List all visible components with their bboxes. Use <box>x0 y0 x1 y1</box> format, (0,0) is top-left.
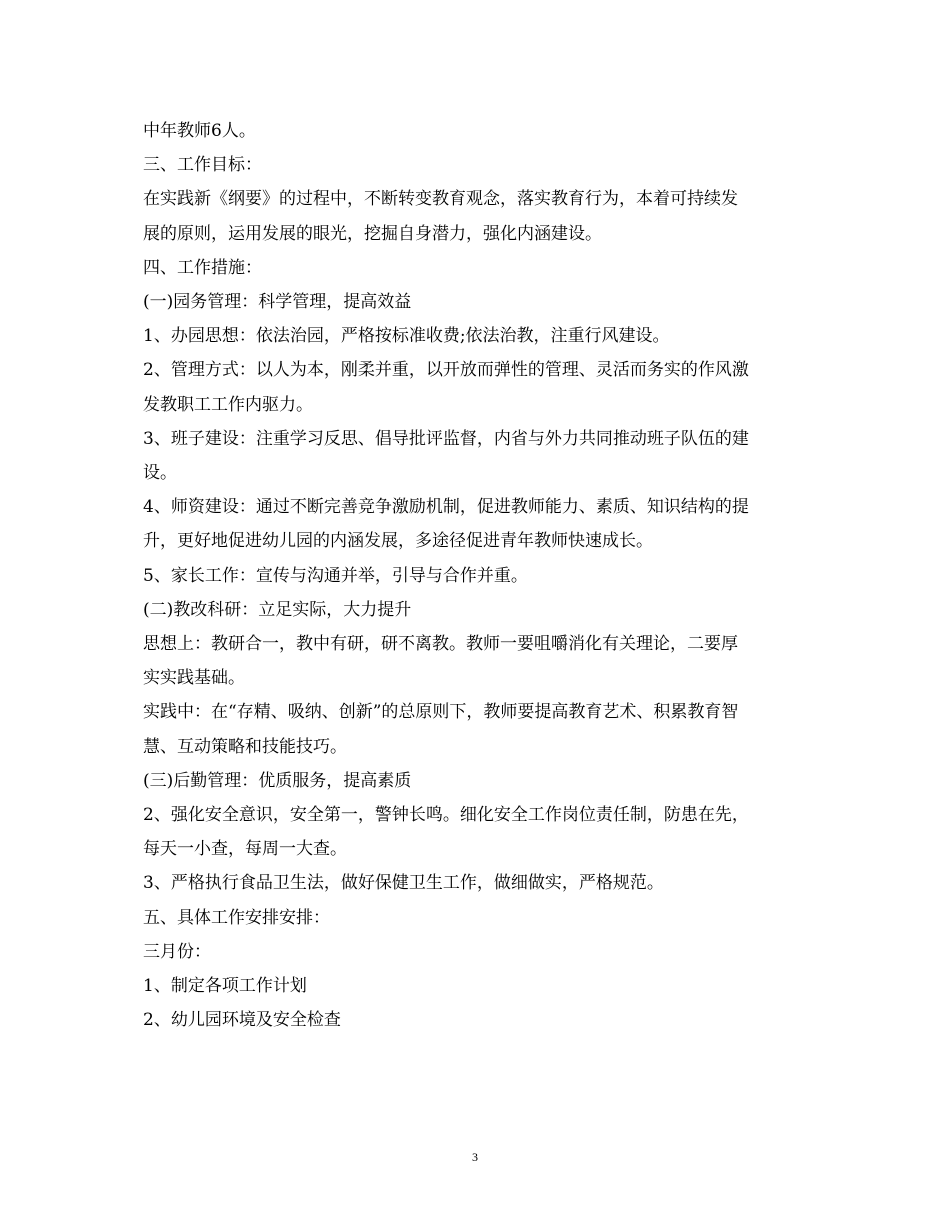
list-item: 2、幼儿园环境及安全检查 <box>143 1010 341 1031</box>
list-item: 3、严格执行食品卫生法，做好保健卫生工作，做细做实，严格规范。 <box>143 873 664 894</box>
subsection-heading: (一)园务管理：科学管理，提高效益 <box>143 292 412 313</box>
list-item: 3、班子建设：注重学习反思、倡导批评监督，内省与外力共同推动班子队伍的建 设。 <box>143 428 749 484</box>
list-item: 2、强化安全意识，安全第一，警钟长鸣。细化安全工作岗位责任制，防患在先， 每天一小查，每周一大查。 <box>143 805 749 860</box>
section-heading: 四、工作措施： <box>143 257 262 278</box>
paragraph: 实践中：在“存精、吸纳、创新”的总原则下，教师要提高教育艺术、积累教育智 慧、互动策略和技能技巧。 <box>143 702 739 757</box>
page-number: 3 <box>472 1150 478 1164</box>
subsection-heading: (三)后勤管理：优质服务，提高素质 <box>143 770 412 791</box>
section-heading: 三、工作目标： <box>143 155 262 176</box>
month-heading: 三月份： <box>143 941 211 962</box>
paragraph: 在实践新《纲要》的过程中，不断转变教育观念，落实教育行为，本着可持续发 展的原则，运用发展的眼光，挖掘自身潜力，强化内涵建设。 <box>143 189 738 244</box>
list-item: 4、师资建设：通过不断完善竞争激励机制，促进教师能力、素质、知识结构的提 升，更好地促进幼儿园的内涵发展，多途径促进青年教师快速成长。 <box>143 497 749 552</box>
paragraph: 思想上：教研合一，教中有研，研不离教。教师一要咀嚼消化有关理论，二要厚 实实践基础。 <box>143 634 738 689</box>
list-item: 5、家长工作：宣传与沟通并举，引导与合作并重。 <box>143 565 528 586</box>
text-line: 中年教师6人。 <box>143 121 256 141</box>
list-item: 2、管理方式：以人为本，刚柔并重，以开放而弹性的管理、灵活而务实的作风激 发教职工工作内驱力。 <box>143 360 749 415</box>
list-item: 1、办园思想：依法治园，严格按标准收费;依法治教，注重行风建设。 <box>143 326 670 347</box>
section-heading: 五、具体工作安排安排： <box>143 907 330 928</box>
list-item: 1、制定各项工作计划 <box>143 976 307 997</box>
subsection-heading: (二)教改科研：立足实际，大力提升 <box>143 599 412 620</box>
document-body <box>143 114 808 1037</box>
